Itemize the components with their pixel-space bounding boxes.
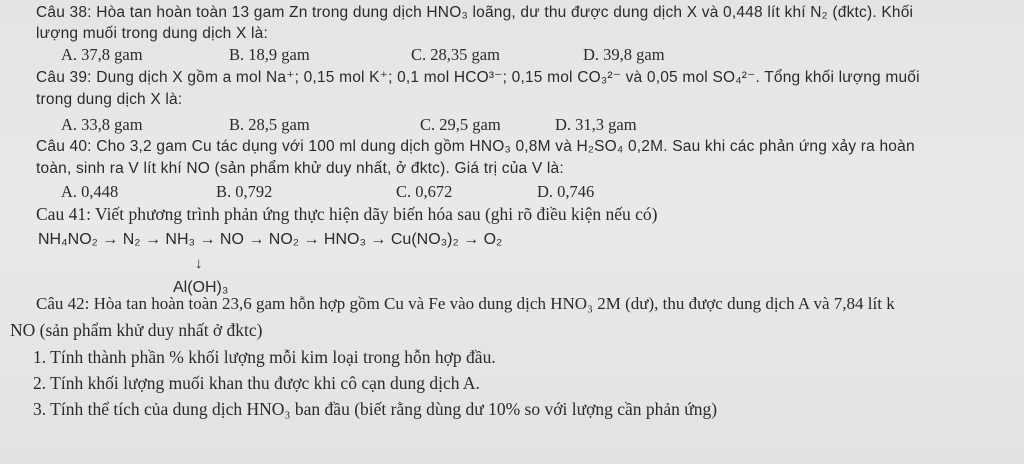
q39-option-d: D. 31,3 gam bbox=[555, 115, 637, 134]
q40-stem-line2: toàn, sinh ra V lít khí NO (sản phẩm khử duy nhất, ở đktc). Giá trị của V là: bbox=[36, 160, 564, 177]
q39-stem-line1: Câu 39: Dung dịch X gồm a mol Na⁺; 0,15 mol K⁺; 0,1 mol HCO³⁻; 0,15 mol CO₃²⁻ và 0,05 mol SO₄²⁻. Tổng khối lượng muối bbox=[36, 69, 920, 86]
q41-stem: Cau 41: Viết phương trình phản ứng thực hiện dãy biến hóa sau (ghi rõ điều kiện nếu có) bbox=[36, 204, 658, 224]
q39-option-b: B. 28,5 gam bbox=[229, 115, 310, 134]
q40-option-c: C. 0,672 bbox=[396, 182, 453, 201]
q38-option-a: A. 37,8 gam bbox=[61, 45, 143, 64]
q39-option-c: C. 29,5 gam bbox=[420, 115, 501, 134]
q38-option-b: B. 18,9 gam bbox=[229, 45, 310, 64]
q41-branch-product: Al(OH)₃ bbox=[173, 279, 229, 296]
q42-item-2: 2. Tính khối lượng muối khan thu được khi cô cạn dung dịch A. bbox=[33, 373, 480, 393]
q40-option-a: A. 0,448 bbox=[61, 182, 119, 201]
q38-stem-line1: Câu 38: Hòa tan hoàn toàn 13 gam Zn trong dung dịch HNO₃ loãng, dư thu được dung dịch X và 0,448 lít khí N₂ (đktc). Khối bbox=[36, 4, 914, 21]
q40-option-d: D. 0,746 bbox=[537, 182, 595, 201]
q38-stem-line2: lượng muối trong dung dịch X là: bbox=[36, 25, 269, 42]
q42-stem-line1: Câu 42: Hòa tan hoàn toàn 23,6 gam hỗn hợp gồm Cu và Fe vào dung dịch HNO₃ 2M (dư), thu được dung dịch A và 7,84 lít k bbox=[36, 294, 895, 313]
q40-option-b: B. 0,792 bbox=[216, 182, 273, 201]
q42-item-3: 3. Tính thể tích của dung dịch HNO₃ ban đầu (biết rằng dùng dư 10% so với lượng cần phản ứng) bbox=[33, 399, 718, 419]
q42-item-1: 1. Tính thành phần % khối lượng mỗi kim loại trong hỗn hợp đầu. bbox=[33, 347, 496, 367]
q39-stem-line2: trong dung dịch X là: bbox=[36, 91, 183, 108]
q38-option-c: C. 28,35 gam bbox=[411, 45, 500, 64]
q41-reaction-chain: NH₄NO₂ → N₂ → NH₃ → NO → NO₂ → HNO₃ → Cu(NO₃)₂ → O₂ bbox=[38, 231, 503, 248]
q41-down-arrow: ↓ bbox=[195, 256, 203, 272]
q38-option-d: D. 39,8 gam bbox=[583, 45, 665, 64]
q40-stem-line1: Câu 40: Cho 3,2 gam Cu tác dụng với 100 ml dung dịch gồm HNO₃ 0,8M và H₂SO₄ 0,2M. Sau khi các phản ứng xảy ra hoàn bbox=[36, 138, 915, 155]
q39-option-a: A. 33,8 gam bbox=[61, 115, 143, 134]
q42-stem-line2: NO (sản phẩm khử duy nhất ở đktc) bbox=[10, 320, 263, 340]
